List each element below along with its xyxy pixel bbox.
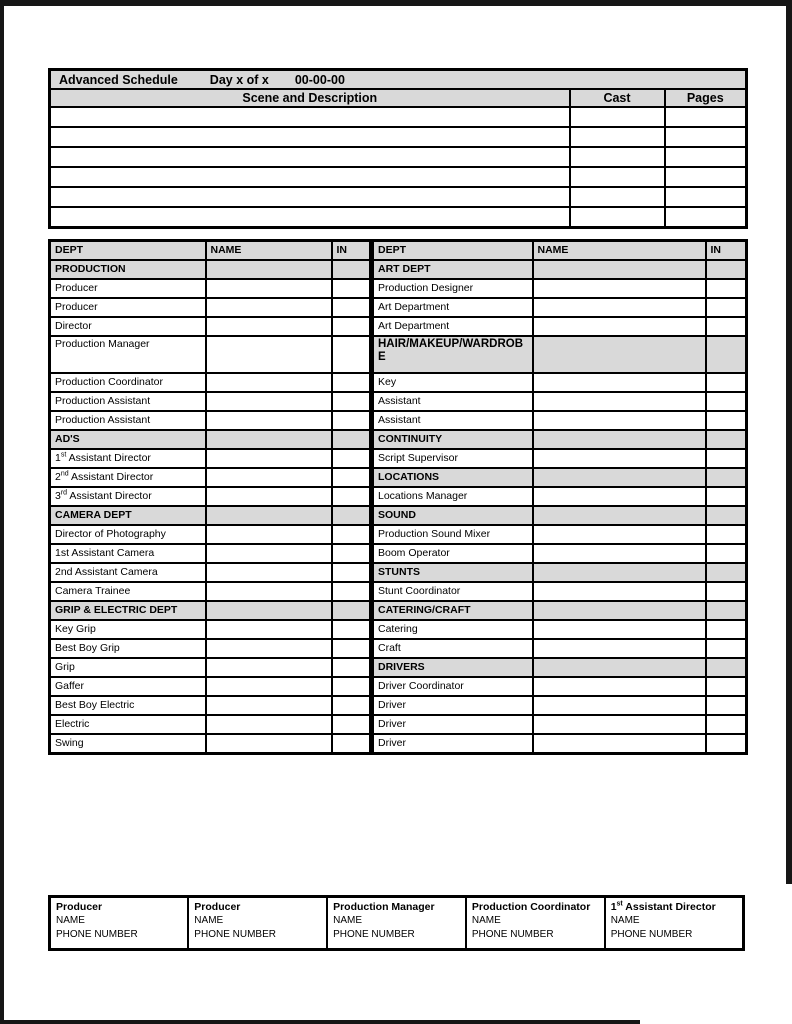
crew-name-cell	[533, 430, 706, 449]
crew-in-cell[interactable]	[706, 715, 747, 734]
contact-name[interactable]: NAME	[471, 915, 501, 926]
crew-name-cell	[206, 601, 332, 620]
crew-row	[50, 620, 747, 639]
crew-name-cell[interactable]	[206, 734, 332, 754]
crew-name-cell	[533, 658, 706, 677]
crew-name-cell[interactable]	[206, 696, 332, 715]
crew-in-cell[interactable]	[706, 392, 747, 411]
crew-in-cell[interactable]	[332, 525, 372, 544]
crew-section-cell: PRODUCTION	[50, 260, 206, 279]
crew-name-cell[interactable]	[206, 373, 332, 392]
crew-name-cell[interactable]	[533, 525, 706, 544]
crew-in-cell	[332, 260, 372, 279]
crew-in-cell[interactable]	[706, 639, 747, 658]
crew-row	[50, 449, 747, 468]
crew-role-cell: Production Manager	[50, 336, 206, 373]
contact-name[interactable]: NAME	[610, 915, 640, 926]
scene-description-cell[interactable]	[50, 127, 570, 147]
crew-section-cell: CONTINUITY	[372, 430, 533, 449]
crew-row	[50, 734, 747, 754]
crew-name-cell[interactable]	[533, 373, 706, 392]
contact-role: Production Coordinator	[471, 901, 591, 913]
crew-in-cell	[706, 468, 747, 487]
schedule-day-counter: Day x of x	[209, 72, 269, 87]
crew-name-cell[interactable]	[206, 487, 332, 506]
crew-in-cell[interactable]	[332, 639, 372, 658]
schedule-blank-row	[50, 127, 747, 147]
crew-section-cell: LOCATIONS	[372, 468, 533, 487]
crew-section-cell: GRIP & ELECTRIC DEPT	[50, 601, 206, 620]
crew-role-cell: Producer	[50, 298, 206, 317]
schedule-blank-row	[50, 147, 747, 167]
contact-card	[188, 897, 327, 950]
advanced-schedule-table	[48, 68, 748, 229]
crew-in-cell	[706, 430, 747, 449]
crew-in-cell[interactable]	[332, 298, 372, 317]
crew-role-cell: Driver Coordinator	[372, 677, 533, 696]
crew-row	[50, 430, 747, 449]
crew-section-cell: SOUND	[372, 506, 533, 525]
schedule-blank-row	[50, 167, 747, 187]
crew-row	[50, 544, 747, 563]
crew-role-cell: 3rd Assistant Director	[50, 487, 206, 506]
crew-name-cell[interactable]	[533, 715, 706, 734]
crew-role-cell: 2nd Assistant Director	[50, 468, 206, 487]
contact-role: Producer	[194, 901, 241, 913]
crew-name-cell[interactable]	[206, 317, 332, 336]
contact-phone[interactable]: PHONE NUMBER	[471, 929, 554, 940]
crew-name-cell[interactable]	[533, 639, 706, 658]
crew-name-cell[interactable]	[533, 734, 706, 754]
crew-row	[50, 582, 747, 601]
pages-cell[interactable]	[665, 107, 747, 127]
crew-section-cell: CATERING/CRAFT	[372, 601, 533, 620]
crew-in-cell[interactable]	[706, 298, 747, 317]
crew-in-cell[interactable]	[332, 336, 372, 373]
crew-role-cell: Locations Manager	[372, 487, 533, 506]
crew-name-cell	[533, 601, 706, 620]
crew-in-cell[interactable]	[706, 411, 747, 430]
crew-in-cell[interactable]	[332, 279, 372, 298]
crew-in-cell[interactable]	[706, 677, 747, 696]
crew-section-cell: STUNTS	[372, 563, 533, 582]
crew-role-cell: Best Boy Electric	[50, 696, 206, 715]
schedule-title-row	[50, 70, 747, 90]
crew-role-cell: Assistant	[372, 392, 533, 411]
scan-edge-bottom	[0, 1020, 640, 1024]
crew-role-cell: Director	[50, 317, 206, 336]
crew-in-cell[interactable]	[332, 449, 372, 468]
crew-row	[50, 392, 747, 411]
crew-name-cell	[533, 506, 706, 525]
contact-phone[interactable]: PHONE NUMBER	[333, 929, 415, 940]
crew-role-cell: Catering	[372, 620, 533, 639]
crew-in-cell[interactable]	[332, 677, 372, 696]
crew-name-cell[interactable]	[206, 563, 332, 582]
crew-role-cell: Stunt Coordinator	[372, 582, 533, 601]
crew-row	[50, 601, 747, 620]
crew-role-cell: Producer	[50, 279, 206, 298]
pages-cell[interactable]	[665, 147, 747, 167]
crew-name-cell[interactable]	[533, 620, 706, 639]
schedule-title: Advanced Schedule	[59, 72, 178, 87]
cast-cell[interactable]	[570, 127, 665, 147]
crew-in-cell	[332, 601, 372, 620]
crew-in-cell[interactable]	[706, 487, 747, 506]
crew-name-cell	[206, 506, 332, 525]
crew-name-cell	[533, 468, 706, 487]
crew-name-cell[interactable]	[533, 449, 706, 468]
scan-edge-right	[786, 0, 792, 884]
crew-role-cell: Electric	[50, 715, 206, 734]
crew-name-cell[interactable]	[206, 336, 332, 373]
crew-row	[50, 411, 747, 430]
crew-role-cell: Production Sound Mixer	[372, 525, 533, 544]
schedule-title-cell	[50, 70, 747, 90]
scene-description-cell[interactable]	[50, 107, 570, 127]
crew-in-cell	[706, 658, 747, 677]
crew-row	[50, 639, 747, 658]
crew-in-cell[interactable]	[706, 734, 747, 754]
contact-role: 1st Assistant Director	[610, 900, 716, 913]
pages-cell[interactable]	[665, 127, 747, 147]
crew-role-cell: Driver	[372, 715, 533, 734]
contact-phone[interactable]: PHONE NUMBER	[610, 929, 693, 940]
crew-row	[50, 260, 747, 279]
crew-role-cell: Script Supervisor	[372, 449, 533, 468]
crew-name-cell[interactable]	[533, 677, 706, 696]
crew-name-cell[interactable]	[206, 449, 332, 468]
crew-column-header: IN	[706, 241, 747, 261]
crew-name-cell[interactable]	[533, 317, 706, 336]
pages-cell[interactable]	[665, 187, 747, 207]
crew-name-cell[interactable]	[206, 639, 332, 658]
crew-role-cell: 2nd Assistant Camera	[50, 563, 206, 582]
crew-row	[50, 373, 747, 392]
scene-description-cell[interactable]	[50, 147, 570, 167]
crew-role-cell: Gaffer	[50, 677, 206, 696]
crew-row	[50, 506, 747, 525]
crew-in-cell[interactable]	[332, 658, 372, 677]
crew-in-cell[interactable]	[706, 279, 747, 298]
crew-role-cell: Driver	[372, 734, 533, 754]
crew-table	[48, 239, 748, 755]
crew-in-cell[interactable]	[706, 620, 747, 639]
crew-in-cell[interactable]	[332, 563, 372, 582]
crew-in-cell	[706, 336, 747, 373]
crew-section-cell: CAMERA DEPT	[50, 506, 206, 525]
crew-name-cell[interactable]	[533, 696, 706, 715]
crew-name-cell[interactable]	[206, 411, 332, 430]
crew-role-cell: Driver	[372, 696, 533, 715]
crew-in-cell	[706, 563, 747, 582]
crew-header-row	[50, 241, 747, 261]
column-header-cast: Cast	[570, 89, 665, 107]
cast-cell[interactable]	[570, 147, 665, 167]
schedule-blank-row	[50, 187, 747, 207]
contact-card	[327, 897, 466, 950]
crew-section-cell: HAIR/MAKEUP/WARDROBE	[372, 336, 533, 373]
crew-in-cell[interactable]	[706, 373, 747, 392]
crew-name-cell	[206, 430, 332, 449]
crew-name-cell[interactable]	[533, 392, 706, 411]
crew-role-cell: Assistant	[372, 411, 533, 430]
crew-name-cell	[533, 336, 706, 373]
crew-name-cell[interactable]	[206, 525, 332, 544]
crew-role-cell: 1st Assistant Camera	[50, 544, 206, 563]
crew-in-cell[interactable]	[332, 392, 372, 411]
contact-name[interactable]: NAME	[194, 915, 224, 926]
crew-name-cell[interactable]	[533, 487, 706, 506]
contact-card	[466, 897, 605, 950]
scan-edge-left	[0, 0, 4, 1022]
crew-name-cell[interactable]	[533, 582, 706, 601]
contact-card	[605, 897, 744, 950]
crew-name-cell[interactable]	[206, 658, 332, 677]
crew-name-cell[interactable]	[206, 715, 332, 734]
crew-in-cell	[332, 430, 372, 449]
contact-phone[interactable]: PHONE NUMBER	[194, 929, 276, 940]
crew-in-cell[interactable]	[332, 544, 372, 563]
crew-role-cell: Production Assistant	[50, 411, 206, 430]
pages-cell[interactable]	[665, 207, 747, 228]
contact-role: Production Manager	[333, 901, 435, 913]
crew-name-cell[interactable]	[206, 298, 332, 317]
crew-in-cell[interactable]	[332, 734, 372, 754]
scene-description-cell[interactable]	[50, 207, 570, 228]
crew-section-cell: DRIVERS	[372, 658, 533, 677]
crew-rows	[50, 260, 747, 754]
crew-in-cell[interactable]	[332, 487, 372, 506]
contact-phone[interactable]: PHONE NUMBER	[56, 929, 138, 940]
crew-row	[50, 279, 747, 298]
crew-column-header: NAME	[206, 241, 332, 261]
crew-row	[50, 677, 747, 696]
crew-role-cell: Director of Photography	[50, 525, 206, 544]
crew-in-cell	[706, 506, 747, 525]
contacts-row	[50, 897, 744, 950]
crew-name-cell[interactable]	[206, 582, 332, 601]
crew-role-cell: Swing	[50, 734, 206, 754]
crew-in-cell[interactable]	[332, 373, 372, 392]
cast-cell[interactable]	[570, 187, 665, 207]
schedule-header-row	[50, 89, 747, 107]
crew-in-cell	[706, 260, 747, 279]
crew-row	[50, 658, 747, 677]
crew-in-cell[interactable]	[706, 449, 747, 468]
crew-name-cell[interactable]	[206, 279, 332, 298]
crew-row	[50, 336, 747, 373]
crew-row	[50, 487, 747, 506]
crew-in-cell[interactable]	[706, 544, 747, 563]
scene-description-cell[interactable]	[50, 167, 570, 187]
crew-role-cell: Production Designer	[372, 279, 533, 298]
schedule-date: 00-00-00	[294, 72, 345, 87]
contact-name[interactable]: NAME	[56, 915, 85, 926]
crew-name-cell[interactable]	[206, 677, 332, 696]
crew-name-cell	[533, 563, 706, 582]
crew-in-cell	[706, 601, 747, 620]
contact-name[interactable]: NAME	[333, 915, 362, 926]
crew-role-cell: 1st Assistant Director	[50, 449, 206, 468]
crew-role-cell: Craft	[372, 639, 533, 658]
crew-name-cell[interactable]	[206, 544, 332, 563]
crew-section-cell: AD'S	[50, 430, 206, 449]
crew-role-cell: Art Department	[372, 317, 533, 336]
crew-column-header: DEPT	[372, 241, 533, 261]
crew-row	[50, 298, 747, 317]
schedule-fill-rows	[50, 107, 747, 228]
crew-row	[50, 696, 747, 715]
crew-role-cell: Camera Trainee	[50, 582, 206, 601]
crew-role-cell: Key Grip	[50, 620, 206, 639]
crew-name-cell[interactable]	[206, 620, 332, 639]
crew-section-cell: ART DEPT	[372, 260, 533, 279]
crew-in-cell[interactable]	[332, 620, 372, 639]
crew-in-cell[interactable]	[332, 582, 372, 601]
crew-role-cell: Production Assistant	[50, 392, 206, 411]
cast-cell[interactable]	[570, 167, 665, 187]
crew-in-cell[interactable]	[332, 468, 372, 487]
cast-cell[interactable]	[570, 207, 665, 228]
crew-role-cell: Key	[372, 373, 533, 392]
crew-in-cell[interactable]	[706, 582, 747, 601]
contact-card	[50, 897, 189, 950]
crew-in-cell[interactable]	[706, 525, 747, 544]
crew-row	[50, 468, 747, 487]
schedule-blank-row	[50, 107, 747, 127]
crew-in-cell[interactable]	[332, 317, 372, 336]
document-page	[48, 68, 746, 1020]
contacts-table	[48, 895, 745, 951]
crew-row	[50, 525, 747, 544]
crew-role-cell: Best Boy Grip	[50, 639, 206, 658]
crew-in-cell[interactable]	[332, 715, 372, 734]
crew-name-cell[interactable]	[533, 298, 706, 317]
crew-in-cell	[332, 506, 372, 525]
crew-name-cell	[533, 260, 706, 279]
scan-edge-top	[0, 0, 792, 6]
crew-in-cell[interactable]	[332, 411, 372, 430]
cast-cell[interactable]	[570, 107, 665, 127]
contact-role: Producer	[56, 901, 103, 913]
crew-name-cell[interactable]	[533, 279, 706, 298]
crew-name-cell[interactable]	[533, 411, 706, 430]
crew-role-cell: Boom Operator	[372, 544, 533, 563]
crew-column-header: DEPT	[50, 241, 206, 261]
column-header-scene-description: Scene and Description	[50, 89, 570, 107]
crew-in-cell[interactable]	[332, 696, 372, 715]
crew-row	[50, 317, 747, 336]
scene-description-cell[interactable]	[50, 187, 570, 207]
crew-in-cell[interactable]	[706, 696, 747, 715]
column-header-pages: Pages	[665, 89, 747, 107]
schedule-blank-row	[50, 207, 747, 228]
crew-row	[50, 715, 747, 734]
crew-role-cell: Grip	[50, 658, 206, 677]
crew-name-cell	[206, 260, 332, 279]
crew-name-cell[interactable]	[206, 392, 332, 411]
crew-name-cell[interactable]	[206, 468, 332, 487]
crew-in-cell[interactable]	[706, 317, 747, 336]
crew-role-cell: Production Coordinator	[50, 373, 206, 392]
crew-column-header: NAME	[533, 241, 706, 261]
crew-name-cell[interactable]	[533, 544, 706, 563]
crew-row	[50, 563, 747, 582]
crew-column-header: IN	[332, 241, 372, 261]
crew-role-cell: Art Department	[372, 298, 533, 317]
pages-cell[interactable]	[665, 167, 747, 187]
